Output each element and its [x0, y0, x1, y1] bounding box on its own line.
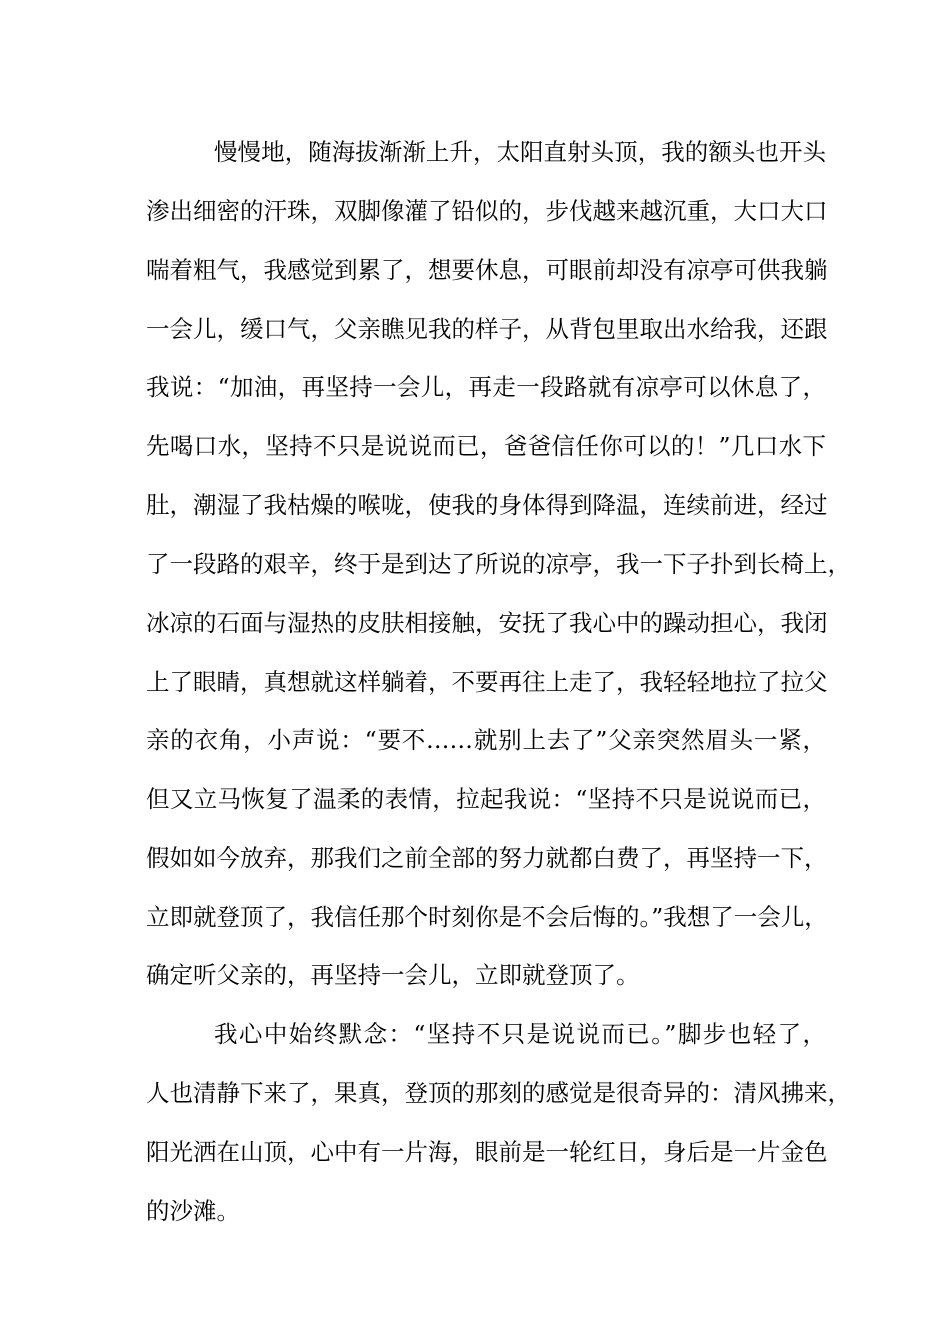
paragraph-1-line-8: 了一段路的艰辛，终于是到达了所说的凉亭，我一下子扑到长椅上， [146, 550, 851, 578]
paragraph-1-line-7: 肚，潮湿了我枯燥的喉咙，使我的身体得到降温，连续前进，经过 [146, 491, 828, 519]
paragraph-2-line-1: 我心中始终默念：“坚持不只是说说而已。”脚步也轻了， [214, 1020, 826, 1048]
paragraph-1-line-3: 喘着粗气，我感觉到累了，想要休息，可眼前却没有凉亭可供我躺 [146, 256, 828, 284]
paragraph-2-line-4: 的沙滩。 [146, 1197, 240, 1225]
paragraph-1-line-1: 慢慢地，随海拔渐渐上升，太阳直射头顶，我的额头也开头 [214, 138, 826, 166]
paragraph-1-line-13: 假如如今放弃，那我们之前全部的努力就都白费了，再坚持一下， [146, 844, 828, 872]
paragraph-1-line-12: 但又立马恢复了温柔的表情，拉起我说：“坚持不只是说说而已， [146, 785, 826, 813]
paragraph-1-line-15: 确定听父亲的，再坚持一会儿，立即就登顶了。 [146, 961, 640, 989]
paragraph-1-line-5: 我说：“加油，再坚持一会儿，再走一段路就有凉亭可以休息了， [146, 373, 826, 401]
paragraph-1-line-2: 渗出细密的汗珠，双脚像灌了铅似的，步伐越来越沉重，大口大口 [146, 197, 828, 225]
paragraph-1-line-14: 立即就登顶了，我信任那个时刻你是不会后悔的。”我想了一会儿， [146, 903, 828, 931]
paragraph-1-line-11: 亲的衣角，小声说：“要不……就别上去了”父亲突然眉头一紧， [146, 726, 826, 754]
paragraph-1-line-10: 上了眼睛，真想就这样躺着，不要再往上走了，我轻轻地拉了拉父 [146, 668, 828, 696]
paragraph-2-line-2: 人也清静下来了，果真，登顶的那刻的感觉是很奇异的：清风拂来， [146, 1079, 851, 1107]
paragraph-1-line-9: 冰凉的石面与湿热的皮肤相接触，安抚了我心中的躁动担心，我闭 [146, 609, 828, 637]
paragraph-1-line-4: 一会儿，缓口气，父亲瞧见我的样子，从背包里取出水给我，还跟 [146, 315, 828, 343]
paragraph-2-line-3: 阳光洒在山顶，心中有一片海，眼前是一轮红日，身后是一片金色 [146, 1138, 828, 1166]
paragraph-1-line-6: 先喝口水，坚持不只是说说而已，爸爸信任你可以的！”几口水下 [146, 432, 826, 460]
